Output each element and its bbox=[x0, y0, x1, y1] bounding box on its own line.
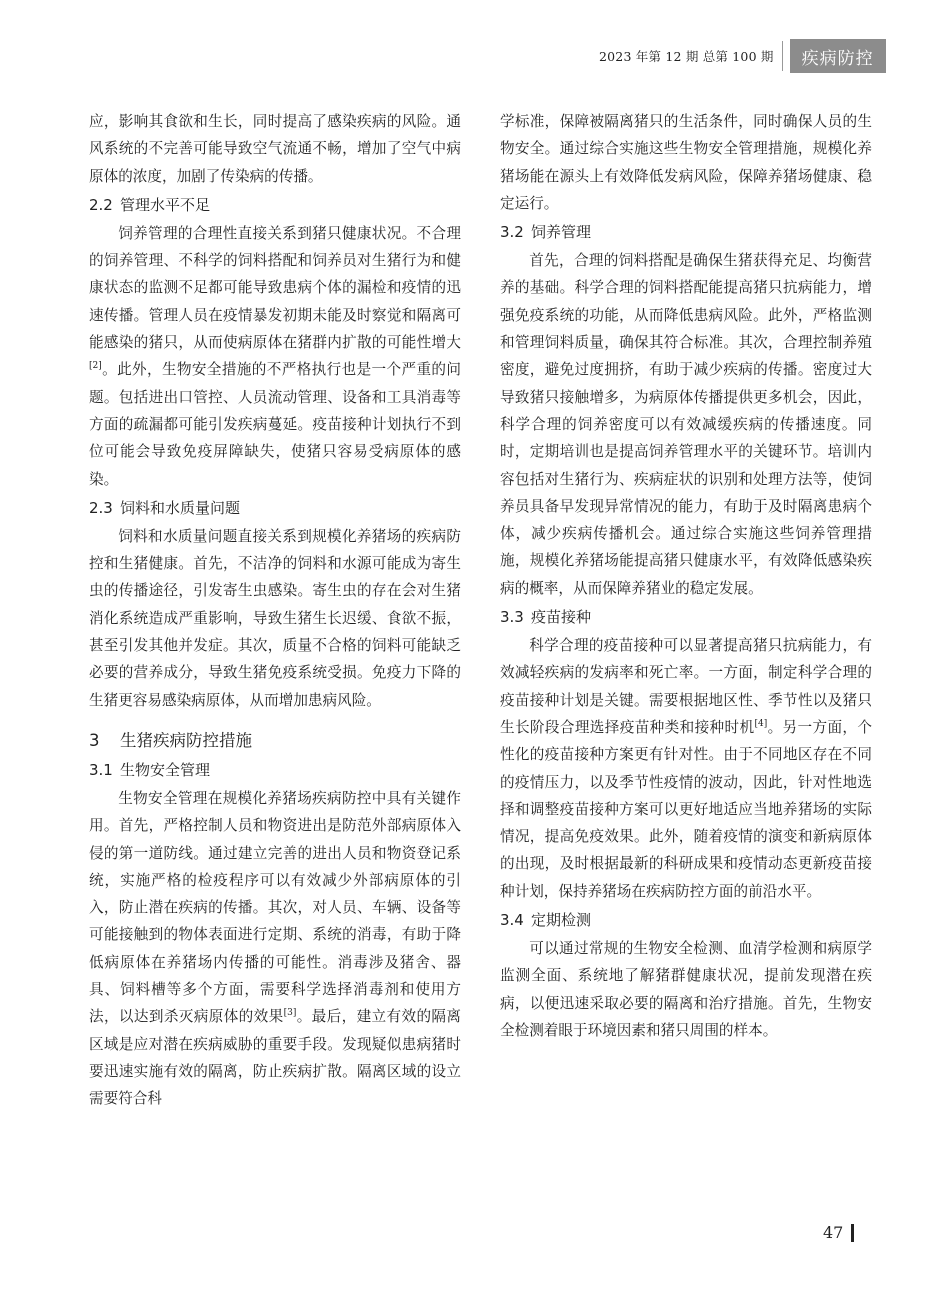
heading-title: 生猪疾病防控措施 bbox=[120, 730, 252, 750]
heading-number: 2.3 bbox=[89, 498, 113, 517]
page-footer bbox=[823, 1223, 854, 1242]
heading-2-2 bbox=[89, 193, 461, 217]
section-tab: 疾病防控 bbox=[790, 39, 886, 73]
paragraph-3-1 bbox=[89, 785, 461, 1113]
right-column bbox=[500, 108, 872, 1044]
citation: [4] bbox=[754, 719, 768, 730]
footer-bar bbox=[851, 1224, 854, 1242]
heading-3-3 bbox=[500, 605, 872, 629]
text-run: 。最后，建立有效的隔离区域是应对潜在疾病威胁的重要手段。发现疑似患病猪时要迅速实施有效的隔离，防止疾病扩散。隔离区域的设立需要符合科 bbox=[89, 1008, 461, 1108]
heading-2-3 bbox=[89, 496, 461, 520]
heading-title: 饲料和水质量问题 bbox=[120, 498, 241, 517]
issue-info: 2023 年第 12 期 总第 100 期 bbox=[599, 49, 774, 64]
left-column bbox=[89, 108, 461, 1113]
heading-3-1 bbox=[89, 758, 461, 782]
heading-number: 3.2 bbox=[500, 223, 524, 242]
text-run: 生物安全管理在规模化养猪场疾病防控中具有关键作用。首先，严格控制人员和物资进出是防范外部病原体入侵的第一道防线。通过建立完善的进出人员和物资登记系统，实施严格的检疫程序可以有效减少外部病原体的引入，防止潜在疾病的传播。其次，对人员、车辆、设备等可能接触到的物体表面进行定期、系统的消毒，有助于降低病原体在养猪场内传播的可能性。消毒涉及猪舍、器具、饲料槽等多个方面，需要科学选择消毒剂和使用方法，以达到杀灭病原体的效果 bbox=[89, 789, 461, 1026]
paragraph-intro: 应，影响其食欲和生长，同时提高了感染疾病的风险。通风系统的不完善可能导致空气流通不畅，增加了空气中病原体的浓度，加剧了传染病的传播。 bbox=[89, 113, 461, 185]
heading-title: 饲养管理 bbox=[531, 223, 592, 242]
text-run: 。此外，生物安全措施的不严格执行也是一个严重的问题。包括进出口管控、人员流动管理、设备和工具消毒等方面的疏漏都可能引发疾病蔓延。疫苗接种计划执行不到位可能会导致免疫屏障缺失，使猪只容易受病原体的感染。 bbox=[89, 361, 461, 488]
heading-title: 生物安全管理 bbox=[120, 760, 211, 779]
paragraph-3-3 bbox=[500, 632, 872, 905]
citation: [2] bbox=[89, 361, 102, 372]
heading-3-4 bbox=[500, 908, 872, 932]
heading-number: 3.3 bbox=[500, 608, 524, 627]
heading-number: 3.4 bbox=[500, 911, 524, 930]
heading-title: 疫苗接种 bbox=[531, 608, 592, 627]
paragraph-2-2 bbox=[89, 220, 461, 493]
heading-3-2 bbox=[500, 220, 872, 244]
heading-title: 管理水平不足 bbox=[120, 195, 211, 214]
paragraph-continued: 学标准，保障被隔离猪只的生活条件，同时确保人员的生物安全。通过综合实施这些生物安全管理措施，规模化养猪场能在源头上有效降低发病风险，保障养猪场健康、稳定运行。 bbox=[500, 113, 872, 212]
page-header bbox=[599, 38, 886, 74]
paragraph-2-3: 饲料和水质量问题直接关系到规模化养猪场的疾病防控和生猪健康。首先，不洁净的饲料和水源可能成为寄生虫的传播途径，引发寄生虫感染。寄生虫的存在会对生猪消化系统造成严重影响，导致生猪生长迟缓、食欲不振，甚至引发其他并发症。其次，质量不合格的饲料可能缺乏必要的营养成分，导致生猪免疫系统受损。免疫力下降的生猪更容易感染病原体，从而增加患病风险。 bbox=[89, 527, 461, 709]
page-number: 47 bbox=[823, 1223, 844, 1242]
text-run: 饲养管理的合理性直接关系到猪只健康状况。不合理的饲养管理、不科学的饲料搭配和饲养员对生猪行为和健康状态的监测不足都可能导致患病个体的漏检和疫情的迅速传播。管理人员在疫情暴发初期未能及时察觉和隔离可能感染的猪只，从而使病原体在猪群内扩散的可能性增大 bbox=[89, 224, 461, 352]
paragraph-3-4: 可以通过常规的生物安全检测、血清学检测和病原学监测全面、系统地了解猪群健康状况，提前发现潜在疾病，以便迅速采取必要的隔离和治疗措施。首先，生物安全检测着眼于环境因素和猪只周围的样本。 bbox=[500, 940, 872, 1039]
text-run: 科学合理的疫苗接种可以显著提高猪只抗病能力，有效减轻疾病的发病率和死亡率。一方面，制定科学合理的疫苗接种计划是关键。需要根据地区性、季节性以及猪只生长阶段合理选择疫苗种类和接种时机 bbox=[500, 637, 872, 736]
paragraph-3-2: 首先，合理的饲料搭配是确保生猪获得充足、均衡营养的基础。科学合理的饲料搭配能提高猪只抗病能力，增强免疫系统的功能，从而降低患病风险。此外，严格监测和管理饲料质量，确保其符合标准。其次，合理控制养殖密度，避免过度拥挤，有助于减少疾病的传播。密度过大导致猪只接触增多，为病原体传播提供更多机会，因此，科学合理的饲养密度可以有效减缓疾病的传播速度。同时，定期培训也是提高饲养管理水平的关键环节。培训内容包括对生猪行为、疾病症状的识别和处理方法等，使饲养员具备早发现异常情况的能力，有助于及时隔离患病个体，减少疾病传播机会。通过综合实施这些饲养管理措施，规模化养猪场能提高猪只健康水平，有效降低感染疾病的概率，从而保障养猪业的稳定发展。 bbox=[500, 252, 872, 597]
heading-number: 3 bbox=[89, 730, 100, 750]
heading-title: 定期检测 bbox=[531, 911, 592, 930]
heading-number: 2.2 bbox=[89, 195, 113, 214]
header-divider bbox=[782, 41, 783, 71]
citation: [3] bbox=[283, 1008, 297, 1019]
text-run: 。另一方面，个性化的疫苗接种方案更有针对性。由于不同地区存在不同的疫情压力，以及季节性疫情的波动，因此，针对性地选择和调整疫苗接种方案可以更好地适应当地养猪场的实际情况，提高免疫效果。此外，随着疫情的演变和新病原体的出现，及时根据最新的科研成果和疫情动态更新疫苗接种计划，保持养猪场在疾病防控方面的前沿水平。 bbox=[500, 718, 872, 900]
heading-number: 3.1 bbox=[89, 760, 113, 779]
heading-3 bbox=[89, 728, 461, 754]
